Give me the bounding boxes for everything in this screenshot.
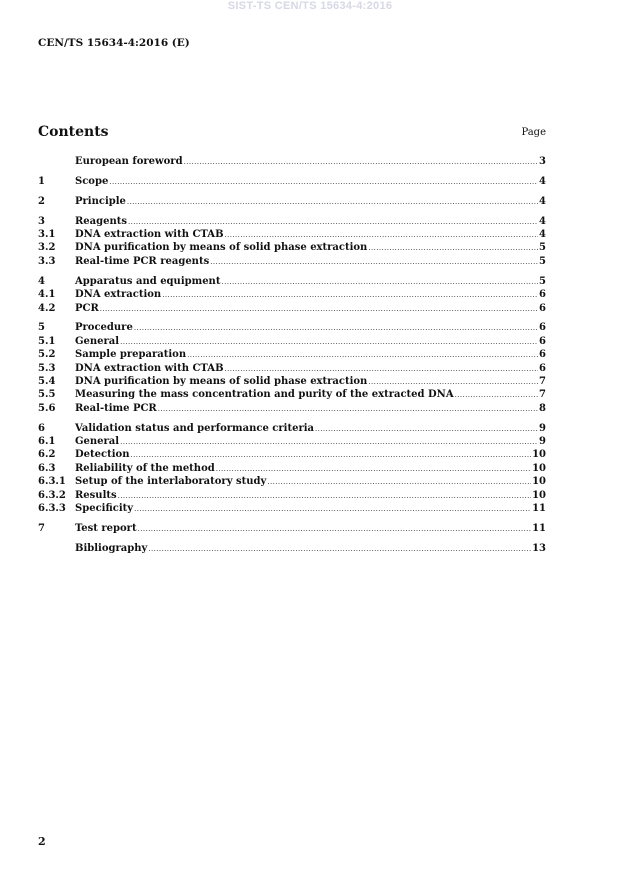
toc-entry-number: 5 xyxy=(38,322,45,334)
toc-entry-title: Test report xyxy=(75,522,137,534)
toc-entry[interactable] xyxy=(38,523,546,536)
toc-entry-title: Sample preparation xyxy=(75,349,187,361)
dot-leader xyxy=(100,305,538,313)
toc-entry-page: 11 xyxy=(532,522,546,534)
toc-entry[interactable] xyxy=(38,476,546,489)
toc-entry[interactable] xyxy=(38,176,546,189)
toc-entry[interactable] xyxy=(38,229,546,242)
toc-entry-title: Setup of the interlaboratory study xyxy=(75,476,267,488)
toc-entry-page: 4 xyxy=(539,195,546,207)
toc-entry-number: 4.1 xyxy=(38,289,56,301)
toc-entry-number: 6.3.2 xyxy=(38,489,66,501)
dot-leader xyxy=(368,378,538,386)
toc-entry-number: 6.2 xyxy=(38,449,56,461)
toc-entry-page: 4 xyxy=(539,215,546,227)
toc-entry-page: 10 xyxy=(532,462,546,474)
toc-entry-title: Real-time PCR xyxy=(75,402,157,414)
toc-entry[interactable] xyxy=(38,322,546,335)
dot-leader xyxy=(187,351,538,359)
toc-entry-number: 3.3 xyxy=(38,255,56,267)
toc-entry-title: DNA purification by means of solid phase extraction xyxy=(75,375,368,387)
toc-entry[interactable] xyxy=(38,303,546,316)
toc-entry-title: General xyxy=(75,335,120,347)
dot-leader xyxy=(120,438,538,446)
contents-heading: Contents xyxy=(38,124,109,140)
dot-leader xyxy=(134,324,538,332)
dot-leader xyxy=(455,391,538,399)
toc-entry-title: Real-time PCR reagents xyxy=(75,255,210,267)
dot-leader xyxy=(221,278,538,286)
toc-entry[interactable] xyxy=(38,289,546,302)
dot-leader xyxy=(162,291,538,299)
dot-leader xyxy=(148,545,531,553)
toc-entry-number: 5.2 xyxy=(38,349,56,361)
toc-entry-page: 6 xyxy=(539,335,546,347)
toc-entry[interactable] xyxy=(38,543,546,556)
toc-entry-number: 3.1 xyxy=(38,229,56,241)
contents-header xyxy=(38,124,546,142)
toc-entry[interactable] xyxy=(38,363,546,376)
toc-entry-title: Reagents xyxy=(75,215,128,227)
dot-leader xyxy=(128,218,538,226)
table-of-contents xyxy=(38,156,546,556)
toc-entry[interactable] xyxy=(38,436,546,449)
toc-entry-page: 7 xyxy=(539,389,546,401)
page-column-label: Page xyxy=(521,127,546,138)
dot-leader xyxy=(138,525,532,533)
page-number: 2 xyxy=(38,835,46,848)
toc-entry-title: Measuring the mass concentration and purity of the extracted DNA xyxy=(75,389,454,401)
toc-entry[interactable] xyxy=(38,449,546,462)
toc-entry[interactable] xyxy=(38,156,546,169)
toc-entry-page: 5 xyxy=(539,255,546,267)
dot-leader xyxy=(127,198,538,206)
dot-leader xyxy=(118,492,531,500)
toc-entry-page: 6 xyxy=(539,322,546,334)
toc-entry-page: 10 xyxy=(532,489,546,501)
toc-entry-title: Results xyxy=(75,489,117,501)
dot-leader xyxy=(315,425,538,433)
toc-entry-title: European foreword xyxy=(75,156,183,167)
toc-entry-number: 4 xyxy=(38,275,45,287)
toc-entry-number: 3 xyxy=(38,215,45,227)
toc-entry-number: 2 xyxy=(38,195,45,207)
toc-entry-number: 1 xyxy=(38,175,45,187)
toc-entry-page: 3 xyxy=(539,156,546,167)
dot-leader xyxy=(267,478,531,486)
toc-entry-title: DNA purification by means of solid phase extraction xyxy=(75,242,368,254)
dot-leader xyxy=(368,244,538,252)
toc-entry-title: DNA extraction xyxy=(75,289,162,301)
toc-entry-number: 6 xyxy=(38,422,45,434)
toc-entry[interactable] xyxy=(38,490,546,503)
toc-entry[interactable] xyxy=(38,196,546,209)
toc-entry[interactable] xyxy=(38,376,546,389)
dot-leader xyxy=(120,338,538,346)
toc-entry-title: DNA extraction with CTAB xyxy=(75,362,224,374)
toc-entry-number: 6.1 xyxy=(38,436,56,448)
toc-entry-page: 11 xyxy=(532,502,546,514)
toc-entry-page: 7 xyxy=(539,375,546,387)
dot-leader xyxy=(210,258,538,266)
toc-entry[interactable] xyxy=(38,242,546,255)
document-identifier: CEN/TS 15634-4:2016 (E) xyxy=(38,37,190,49)
toc-entry[interactable] xyxy=(38,389,546,402)
dot-leader xyxy=(130,451,531,459)
toc-entry-number: 7 xyxy=(38,522,45,534)
toc-entry[interactable] xyxy=(38,349,546,362)
dot-leader xyxy=(109,178,538,186)
toc-entry-page: 10 xyxy=(532,449,546,461)
toc-entry-number: 6.3.1 xyxy=(38,476,66,488)
toc-entry-number: 6.3 xyxy=(38,462,56,474)
toc-entry-number: 3.2 xyxy=(38,242,56,254)
toc-entry[interactable] xyxy=(38,403,546,416)
toc-entry-number: 5.3 xyxy=(38,362,56,374)
toc-entry-title: Bibliography xyxy=(75,542,148,554)
toc-entry[interactable] xyxy=(38,216,546,229)
toc-entry-page: 5 xyxy=(539,242,546,254)
toc-entry-page: 6 xyxy=(539,302,546,314)
toc-entry-title: Specificity xyxy=(75,502,134,514)
toc-entry-page: 6 xyxy=(539,289,546,301)
toc-entry-page: 5 xyxy=(539,275,546,287)
toc-entry-page: 9 xyxy=(539,422,546,434)
toc-entry-title: Validation status and performance criteria xyxy=(75,422,314,434)
toc-entry[interactable] xyxy=(38,336,546,349)
dot-leader xyxy=(184,158,538,166)
toc-entry-page: 13 xyxy=(532,542,546,554)
toc-entry-title: DNA extraction with CTAB xyxy=(75,229,224,241)
toc-entry-page: 10 xyxy=(532,476,546,488)
toc-entry-page: 6 xyxy=(539,362,546,374)
toc-entry-page: 8 xyxy=(539,402,546,414)
toc-entry-title: Procedure xyxy=(75,322,133,334)
dot-leader xyxy=(134,505,531,513)
toc-entry-page: 9 xyxy=(539,436,546,448)
dot-leader xyxy=(216,465,531,473)
toc-entry[interactable] xyxy=(38,276,546,289)
toc-entry-title: Principle xyxy=(75,195,126,207)
toc-entry-title: Reliability of the method xyxy=(75,462,215,474)
toc-entry[interactable] xyxy=(38,463,546,476)
toc-entry-number: 5.5 xyxy=(38,389,56,401)
toc-entry-title: PCR xyxy=(75,302,99,314)
toc-entry-title: Apparatus and equipment xyxy=(75,275,221,287)
toc-entry-number: 5.6 xyxy=(38,402,56,414)
toc-entry-number: 5.4 xyxy=(38,375,56,387)
toc-entry[interactable] xyxy=(38,503,546,516)
watermark: SIST-TS CEN/TS 15634-4:2016 xyxy=(227,0,393,12)
dot-leader xyxy=(225,365,539,373)
toc-entry-page: 6 xyxy=(539,349,546,361)
toc-entry-page: 4 xyxy=(539,175,546,187)
toc-entry-number: 5.1 xyxy=(38,335,56,347)
toc-entry[interactable] xyxy=(38,423,546,436)
dot-leader xyxy=(158,405,538,413)
toc-entry-number: 4.2 xyxy=(38,302,56,314)
toc-entry-title: Detection xyxy=(75,449,130,461)
toc-entry-title: Scope xyxy=(75,175,109,187)
toc-entry-title: General xyxy=(75,436,120,448)
toc-entry[interactable] xyxy=(38,256,546,269)
toc-entry-number: 6.3.3 xyxy=(38,502,66,514)
dot-leader xyxy=(225,231,539,239)
toc-entry-page: 4 xyxy=(539,229,546,241)
